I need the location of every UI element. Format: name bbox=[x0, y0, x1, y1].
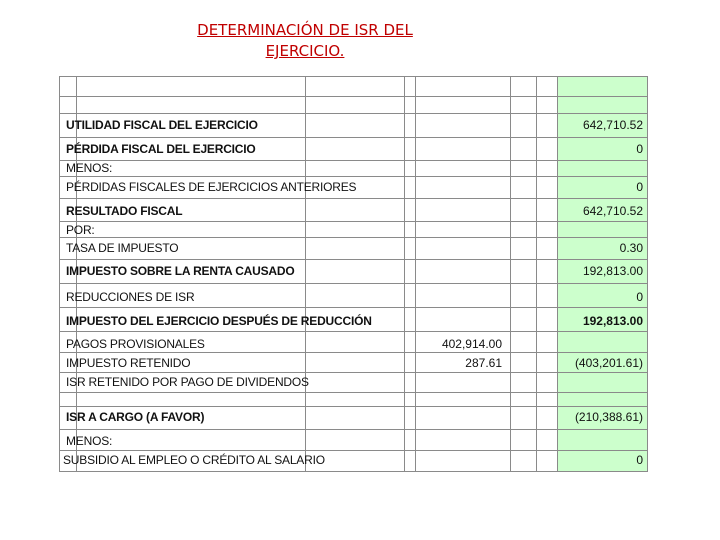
value-utilidad-fiscal: 642,710.52 bbox=[582, 118, 643, 132]
grid-row-line bbox=[59, 283, 648, 284]
grid-col-line bbox=[415, 76, 416, 472]
grid-row-line bbox=[59, 176, 648, 177]
row-label-isr-causado: IMPUESTO SOBRE LA RENTA CAUSADO bbox=[66, 264, 295, 278]
grid-col-line bbox=[305, 76, 306, 472]
grid-row-line bbox=[59, 372, 648, 373]
row-label-perdida-fiscal: PÉRDIDA FISCAL DEL EJERCICIO bbox=[66, 142, 256, 156]
row-label-menos: MENOS: bbox=[66, 161, 113, 175]
grid-row-line bbox=[59, 198, 648, 199]
grid-row-line bbox=[59, 429, 648, 430]
grid-row-line bbox=[59, 259, 648, 260]
grid-row-line bbox=[59, 450, 648, 451]
row-label-tasa: TASA DE IMPUESTO bbox=[66, 241, 179, 255]
grid-row-line bbox=[59, 307, 648, 308]
row-label-pagos-provisionales: PAGOS PROVISIONALES bbox=[66, 337, 205, 351]
row-label-perdidas-anteriores: PÉRDIDAS FISCALES DE EJERCICIOS ANTERIORES bbox=[66, 180, 357, 194]
value-pagos-provisionales: 402,914.00 bbox=[441, 337, 502, 351]
row-label-utilidad-fiscal: UTILIDAD FISCAL DEL EJERCICIO bbox=[66, 118, 258, 132]
value-subsidio-empleo: 0 bbox=[636, 453, 643, 467]
row-label-impuesto-despues-reduccion: IMPUESTO DEL EJERCICIO DESPUÉS DE REDUCCIÓN bbox=[66, 314, 372, 328]
grid-row-line bbox=[59, 221, 648, 222]
value-isr-a-cargo: (210,388.61) bbox=[574, 410, 643, 424]
page-title bbox=[190, 20, 420, 62]
value-impuesto-retenido: 287.61 bbox=[465, 356, 502, 370]
grid-row-line bbox=[59, 96, 648, 97]
grid-row-line bbox=[59, 237, 648, 238]
value-impuesto-retenido-total: (403,201.61) bbox=[574, 356, 643, 370]
row-label-subsidio-empleo: SUBSIDIO AL EMPLEO O CRÉDITO AL SALARIO bbox=[63, 453, 325, 467]
grid-row-line bbox=[59, 352, 648, 353]
grid-row-line bbox=[59, 113, 648, 114]
value-impuesto-despues-reduccion: 192,813.00 bbox=[582, 314, 643, 328]
grid-row-line bbox=[59, 331, 648, 332]
row-label-menos-2: MENOS: bbox=[66, 434, 113, 448]
grid-col-line bbox=[404, 76, 405, 472]
value-resultado-fiscal: 642,710.52 bbox=[582, 204, 643, 218]
row-label-por: POR: bbox=[66, 223, 95, 237]
row-label-reducciones: REDUCCIONES DE ISR bbox=[66, 290, 195, 304]
grid-row-line bbox=[59, 406, 648, 407]
row-label-resultado-fiscal: RESULTADO FISCAL bbox=[66, 204, 183, 218]
title-line-1: DETERMINACIÓN DE ISR DEL bbox=[197, 21, 413, 39]
value-reducciones: 0 bbox=[636, 290, 643, 304]
grid-row-line bbox=[59, 137, 648, 138]
grid-col-line bbox=[510, 76, 511, 472]
row-label-isr-a-cargo: ISR A CARGO (A FAVOR) bbox=[66, 410, 205, 424]
row-label-isr-dividendos: ISR RETENIDO POR PAGO DE DIVIDENDOS bbox=[66, 375, 309, 389]
grid-col-line bbox=[557, 76, 558, 472]
grid-row-line bbox=[59, 392, 648, 393]
grid-row-line bbox=[59, 160, 648, 161]
row-label-impuesto-retenido: IMPUESTO RETENIDO bbox=[66, 356, 191, 370]
title-line-2: EJERCICIO. bbox=[265, 42, 345, 60]
value-isr-causado: 192,813.00 bbox=[582, 264, 643, 278]
value-perdida-fiscal: 0 bbox=[636, 142, 643, 156]
grid-col-line bbox=[536, 76, 537, 472]
value-tasa: 0.30 bbox=[619, 241, 643, 255]
value-perdidas-anteriores: 0 bbox=[636, 180, 643, 194]
